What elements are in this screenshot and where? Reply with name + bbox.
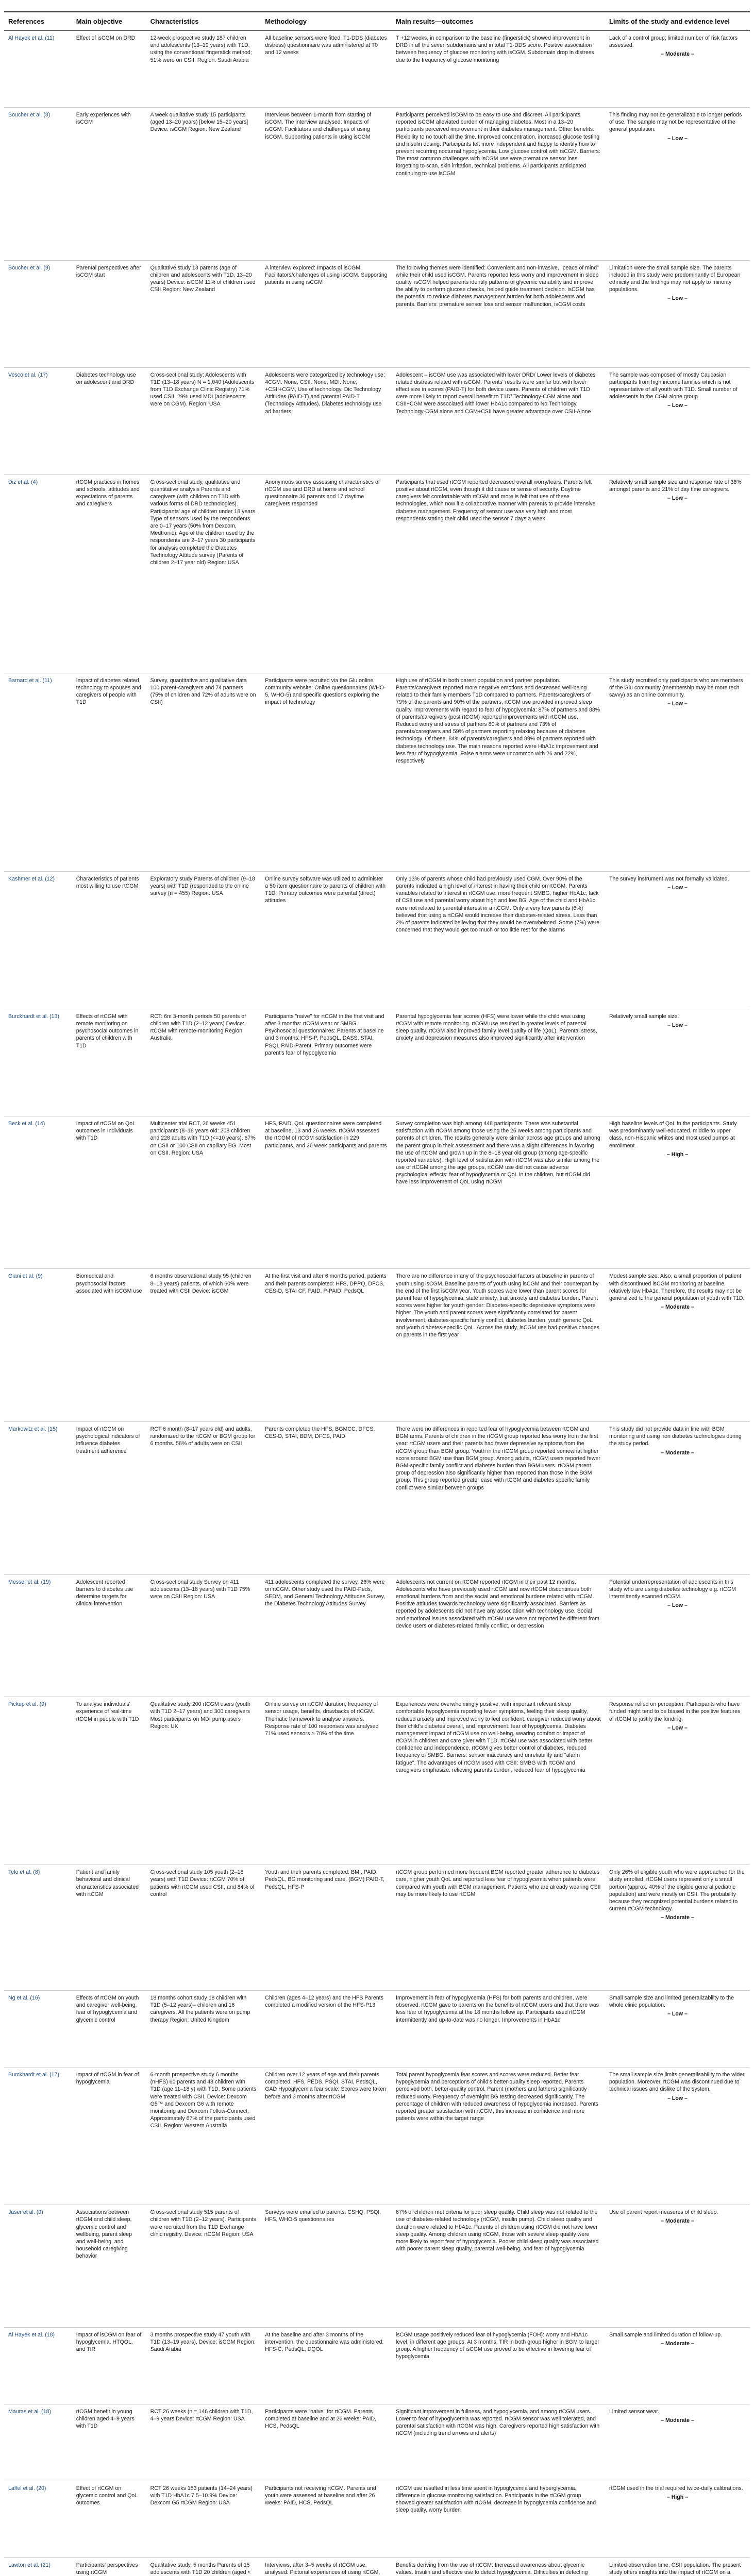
cell-reference bbox=[4, 260, 72, 367]
cell-methodology: Parents completed the HFS, BGMCC, DFCS, CES-D, STAI, BDM, DFCS, PAID bbox=[261, 1422, 392, 1575]
cell-reference bbox=[4, 1697, 72, 1865]
limits-text: Response relied on perception. Participants who have funded might tend to be biased in the positive features of rtCGM to justify the funding. bbox=[609, 1701, 741, 1722]
cell-reference bbox=[4, 2404, 72, 2481]
cell-limits bbox=[605, 1865, 750, 1991]
limits-text: Small sample and limited duration of follow-up. bbox=[609, 2331, 723, 2338]
cell-objective: Parental perspectives after isCGM start bbox=[72, 260, 146, 367]
cell-reference bbox=[4, 1990, 72, 2067]
cell-limits bbox=[605, 1574, 750, 1697]
cell-characteristics: Cross-sectional study Survey on 411 adolescents (13–18 years) with T1D 75% were on CSII Region: USA bbox=[146, 1574, 261, 1697]
cell-objective: Biomedical and psychosocial factors associated with isCGM use bbox=[72, 1269, 146, 1422]
reference-citation: Lawton et al. (21) bbox=[8, 2562, 51, 2569]
cell-characteristics: Multicenter trial RCT, 26 weeks 451 participants (8–18 years old: 208 children and 228 adults with T1D (<=10 years), 67% on CSII or 100 CSII on capillary BG. Most on CSII. Region: USA bbox=[146, 1116, 261, 1269]
reference-citation: Al Hayek et al. (18) bbox=[8, 2331, 55, 2338]
cell-results: There were no differences in reported fear of hypoglycemia between rtCGM and BGM arms. Parents of children in the rtCGM group reported less worry from the first year: rtCGM users and their parents had fewer depressive symptoms from the rtCGM group than BGM group. Youth in the rtCGM group reported somewhat higher score around BGM use than BGM group. Among adults, rtCGM users reported fewer BGM-specific family conflict and diabetes burden than BGM users. rtCGM parent group of depression also significantly higher than reported than those in the BGM group. This group reported greater ease with rtCGM and diabetes specific family conflict were similar between groups bbox=[392, 1422, 605, 1575]
limits-text: Limitation were the small sample size. The parents included in this study were predominantly of European ethnicity and the findings may not apply to minority populations. bbox=[609, 264, 741, 293]
cell-results: Parental hypoglycemia fear scores (HFS) were lower while the child was using rtCGM with remote monitoring. rtCGM use resulted in greater levels of parental sleep quality. rtCGM also improved family level quality of life (QoL). Parental stress, anxiety and depression measures also improved significantly after intervention bbox=[392, 1009, 605, 1116]
evidence-level: – Low – bbox=[667, 402, 688, 409]
cell-characteristics: Qualitative study 13 parents (age of children and adolescents with T1D, 13–20 years) Device: isCGM 11% of children used CSII Region: New Zealand bbox=[146, 260, 261, 367]
reference-citation: Pickup et al. (9) bbox=[8, 1701, 46, 1708]
table-row bbox=[4, 31, 750, 108]
reference-citation: Ng et al. (16) bbox=[8, 1994, 40, 2001]
evidence-level: – Low – bbox=[667, 1724, 688, 1731]
cell-reference bbox=[4, 871, 72, 1009]
cell-objective: Impact of rtCGM on QoL outcomes in Individuals with T1D bbox=[72, 1116, 146, 1269]
cell-methodology: All baseline sensors were fitted. T1-DDS (diabetes distress) questionnaire was administered at T0 and 12 weeks bbox=[261, 31, 392, 108]
limits-text: Small sample size and limited generalizability to the whole clinic population. bbox=[609, 1994, 734, 2009]
cell-limits bbox=[605, 1422, 750, 1575]
cell-objective: Diabetes technology use on adolescent and DRD bbox=[72, 367, 146, 474]
evidence-level: – Moderate – bbox=[661, 1304, 694, 1311]
cell-characteristics: RCT 6 month (8–17 years old) and adults, randomized to the rtCGM or BGM group for 6 months. 58% of adults were on CSII bbox=[146, 1422, 261, 1575]
evidence-table bbox=[4, 11, 750, 2576]
table-row bbox=[4, 367, 750, 474]
table-row bbox=[4, 108, 750, 261]
cell-methodology: A interview explored: Impacts of isCGM. Facilitators/challenges of using isCGM. Supporting patients in using isCGM bbox=[261, 260, 392, 367]
cell-methodology: Participants not receiving rtCGM. Parents and youth were assessed at baseline and after 26 weeks: PAID, HCS, PedsQL bbox=[261, 2481, 392, 2557]
reference-citation: Diz et al. (4) bbox=[8, 479, 38, 485]
cell-reference bbox=[4, 367, 72, 474]
cell-limits bbox=[605, 367, 750, 474]
reference-citation: Barnard et al. (11) bbox=[8, 677, 52, 684]
cell-characteristics: Qualitative study, 5 months Parents of 15 adolescents with T1D 20 children (aged < bbox=[146, 2558, 261, 2576]
cell-results: isCGM usage positively reduced fear of hypoglycemia (FOH): worry and HbA1c level, in different age groups. At 3 months, TIR in both group higher in BGM to larger group. A higher frequency of isCGM use proved to be effective in lowering fear of hypoglycemia bbox=[392, 2327, 605, 2404]
cell-limits bbox=[605, 1009, 750, 1116]
cell-characteristics: Survey, quantitative and qualitative data 100 parent-caregivers and 74 partners (75% of children and 72% of adults were on CSII) bbox=[146, 673, 261, 871]
cell-results: The following themes were identified: Convenient and non-invasive, "peace of mind" while their child used isCGM. Parents reported less worry and improvement in sleep quality. isCGM helped parents identify patterns of glycemic variability and improve the ability to perform glucose checks, helped guide treatment decision. isCGM has the potential to reduce diabetes management burden for both adolescents and parents. Barriers: premature sensor loss and sensor malfunction, isCGM costs bbox=[392, 260, 605, 367]
cell-limits bbox=[605, 108, 750, 261]
cell-limits bbox=[605, 2558, 750, 2576]
cell-characteristics: 18 months cohort study 18 children with T1D (5–12 years)– children and 16 caregivers. All the patients were on pump therapy Region: United Kingdom bbox=[146, 1990, 261, 2067]
cell-characteristics: RCT: 6m 3-month periods 50 parents of children with T1D (2–12 years) Device: rtCGM with remote-monitoring Region: Australia bbox=[146, 1009, 261, 1116]
evidence-level: – Low – bbox=[667, 701, 688, 707]
cell-limits bbox=[605, 2205, 750, 2328]
evidence-level: – Low – bbox=[667, 885, 688, 891]
cell-results: Improvement in fear of hypoglycemia (HFS) for both parents and children, were observed. rtCGM gave to parents on the benefits of rtCGM users and that there was less fear of hypoglycemia at the 18 months follow up. Participants used rtCGM intermittently and up-to-date was no longer. Improvements in HbA1c bbox=[392, 1990, 605, 2067]
cell-objective: Effect of rtCGM on glycemic control and QoL outcomes bbox=[72, 2481, 146, 2557]
cell-results: There are no difference in any of the psychosocial factors at baseline in parents of youth using isCGM. Baseline parents of youth using isCGM and their counterpart by the end of the first isCGM year. Youth scores were lower than parent scores for parent fear of hypoglycemia, state anxiety, trait anxiety and diabetes burden. Parent scores were higher for youth gender: Diabetes-specific depressive symptoms were higher. The youth and parent scores were significantly correlated for parent involvement, diabetes-specific family conflict, diabetes burden, youth generic QoL and youth diabetes-specific QoL. Across the study, isCGM use had positive changes on parents in the first year bbox=[392, 1269, 605, 1422]
cell-limits bbox=[605, 2327, 750, 2404]
limits-text: Limited sensor wear. bbox=[609, 2408, 660, 2415]
evidence-level: – Low – bbox=[667, 135, 688, 142]
cell-methodology: Anonymous survey assessing characteristics of rtCGM use and DRD at home and school questionnaire 36 parents and 17 daytime caregivers responded bbox=[261, 474, 392, 673]
cell-characteristics: A week qualitative study 15 participants (aged 13–20 years) [below 15–20 years] Device: isCGM Region: New Zealand bbox=[146, 108, 261, 261]
cell-limits bbox=[605, 1116, 750, 1269]
limits-text: The sample was composed of mostly Caucasian participants from high income families which is not representative of all youth with T1D. Small number of adolescents in the CGM alone group. bbox=[609, 371, 738, 400]
cell-reference bbox=[4, 1865, 72, 1991]
cell-results: Adolescent – isCGM use was associated with lower DRD/ Lower levels of diabetes related distress related with isCGM. Parents' results were similar but with lower effect size in scores (PAID-T) for both device users. Parents of children with T1D were more likely to report overall benefit to T1D/ Technology-CGM alone and CSII+CGM were associated with lower HbA1c compared to No Technology. Technology-CGM alone and CGM+CSII have greater advantage over CSII-Alone bbox=[392, 367, 605, 474]
cell-characteristics: 12-week prospective study 187 children and adolescents (13–19 years) with T1D, using the conventional fingerstick method; 51% were on CSII. Region: Saudi Arabia bbox=[146, 31, 261, 108]
cell-characteristics: Cross-sectional study 515 parents of children with T1D (2–12 years). Participants were recruited from the T1D Exchange clinic registry. Device: rtCGM Region: USA bbox=[146, 2205, 261, 2328]
cell-results: Participants perceived isCGM to be easy to use and discreet. All participants reported isCGM alleviated burden of managing diabetes. Most in a 13–20 participants perceived improvement in their diabetes management. Other benefits: Flexibility to no touch all the time. Improved concentration, increased glucose testing and insulin dosing. Participants felt more independent and happy to identify how to prevent recurring nocturnal hypoglycemia. Low glucose control with isCGM. Barriers: The most common challenges with isCGM use were premature sensor loss, forgetting to scan, skin irritation, technical problems. All participants anticipated continuing to use isCGM bbox=[392, 108, 605, 261]
cell-reference bbox=[4, 474, 72, 673]
cell-objective: Early experiences with isCGM bbox=[72, 108, 146, 261]
table-row bbox=[4, 1116, 750, 1269]
cell-methodology: 411 adolescents completed the survey, 26% were on rtCGM. Other study used the PAID-Peds, SEDM, and General Technology Attitudes Survey, the Diabetes Technology Attitudes Survey bbox=[261, 1574, 392, 1697]
limits-text: Potential underrepresentation of adolescents in this study who are using diabetes technology e.g. rtCGM intermittently scanned rtCGM. bbox=[609, 1579, 736, 1600]
table-row bbox=[4, 260, 750, 367]
table-row bbox=[4, 2205, 750, 2328]
header-row bbox=[4, 12, 750, 31]
header-main-results: Main results—outcomes bbox=[392, 12, 605, 31]
cell-methodology: Participants were recruited via the Glu online community website. Online questionnaires (WHO-5, WHO-5) and specific questions exploring the impact of technology bbox=[261, 673, 392, 871]
evidence-level: – Moderate – bbox=[661, 1449, 694, 1456]
cell-objective: To analyse individuals' experience of real-time rtCGM in people with T1D bbox=[72, 1697, 146, 1865]
cell-results: Only 13% of parents whose child had previously used CGM. Over 90% of the parents indicated a high level of interest in having their child on rtCGM. Parents variables related to interest in rtCGM use: more frequent SMBG, higher HbA1c, lack of CSII use and parental worry about high and low BG. Age of the child and HbA1c were not related to parental interest in a rtCGM. Only a very few parents (6%) believed that using a rtCGM would increase their diabetes-related stress. Less than 2% of parents indicated believing that they would be overwhelmed. Some (7%) were concerned that they would get too much or too little rest for the alarms bbox=[392, 871, 605, 1009]
cell-reference bbox=[4, 2327, 72, 2404]
cell-results: Significant improvement in fullness, and hypoglycemia, and among rtCGM users. Lower to fear of hypoglycemia was reported. rtCGM sensor was well tolerated, and parental satisfaction with rtCGM was high. Caregivers reported high satisfaction with rtCGM (including trend arrows and alerts) bbox=[392, 2404, 605, 2481]
cell-methodology: Interviews between 1-month from starting of isCGM. The interview analysed: Impacts of isCGM: Facilitators and challenges of using isCGM. Supporting patients in using isCGM bbox=[261, 108, 392, 261]
cell-limits bbox=[605, 1990, 750, 2067]
reference-citation: Markowitz et al. (15) bbox=[8, 1426, 58, 1433]
cell-reference bbox=[4, 31, 72, 108]
cell-limits bbox=[605, 1697, 750, 1865]
evidence-level: – High – bbox=[666, 1151, 689, 1158]
cell-objective: rtCGM practices in homes and schools, attitudes and expectations of parents and caregivers bbox=[72, 474, 146, 673]
reference-citation: Telo et al. (8) bbox=[8, 1869, 40, 1876]
evidence-level: – Low – bbox=[667, 495, 688, 502]
limits-text: Only 26% of eligible youth who were approached for the study enrolled. rtCGM users represent only a small portion (approx. 40% of the eligible general pediatric population) and were mostly on CSII. The probability because they recognized potential burdens related to current rtCGM technology. bbox=[609, 1869, 745, 1912]
cell-characteristics: RCT 26 weeks (n = 146 children with T1D, 4–9 years Device: rtCGM Region: USA bbox=[146, 2404, 261, 2481]
table-row bbox=[4, 474, 750, 673]
limits-text: Relatively small sample size and response rate of 38% amongst parents and 21% of day time caregivers. bbox=[609, 479, 742, 493]
cell-methodology: HFS, PAID, QoL questionnaires were completed at baseline, 13 and 26 weeks. rtCGM assessed the rtCGM of rtCGM satisfaction in 229 participants, and 26 week participants and parents bbox=[261, 1116, 392, 1269]
limits-text: The small sample size limits generalisability to the wider population. Moreover, rtCGM was discontinued due to technical issues and dislike of the system. bbox=[609, 2072, 745, 2093]
reference-citation: Boucher et al. (9) bbox=[8, 264, 51, 271]
cell-characteristics: 3 months prospective study 47 youth with T1D (13–19 years). Device: isCGM Region: Saudi Arabia bbox=[146, 2327, 261, 2404]
cell-results: rtCGM group performed more frequent BGM reported greater adherence to diabetes care, higher youth QoL and reported less fear of hypoglycemia when patients were compared with youth with BGM management. Patients who are already wearing CSII may be more likely to use rtCGM bbox=[392, 1865, 605, 1991]
cell-results: Experiences were overwhelmingly positive, with important relevant sleep comfortable hypoglycemia reporting fewer symptoms, feeling their sleep quality, reduced anxiety and improved worry to feel confident: caregiver reduced worry about their child's diabetes overall, and improvement: fear of hypoglycemia. Diabetes management impact of rtCGM use on well-being, wearing comfort or impact of rtCGM in children and care giver with T1D, rtCGM use was associated with better confidence and independence, rtCGM gives better control of diabetes, reduced frequency of SMBG. Barriers: sensor inaccuracy and unreliability and "alarm fatigue". The advantages of rtCGM used with CSII: SMBG with rtCGM and caregivers emphasize: relieving parents burden, reduced fear of hypoglycemia bbox=[392, 1697, 605, 1865]
cell-methodology: At the baseline and after 3 months of the intervention, the questionnaire was administered: HFS-C, PedsQL, DQOL bbox=[261, 2327, 392, 2404]
table-row bbox=[4, 1865, 750, 1991]
reference-citation: Giani et al. (9) bbox=[8, 1273, 43, 1280]
reference-citation: Mauras et al. (18) bbox=[8, 2408, 52, 2415]
limits-text: Lack of a control group; limited number of risk factors assessed. bbox=[609, 35, 738, 49]
table-row bbox=[4, 2404, 750, 2481]
cell-reference bbox=[4, 673, 72, 871]
cell-results: T +12 weeks, in comparison to the baseline (fingerstick) showed improvement in DRD in all the seven subdomains and in total T1-DDS score. Positive association between frequency of glucose monitoring with isCGM. Subdomain drop in distress due to the frequency of glucose monitoring bbox=[392, 31, 605, 108]
cell-objective: Effects of rtCGM with remote monitoring on psychosocial outcomes in parents of children with T1D bbox=[72, 1009, 146, 1116]
cell-limits bbox=[605, 1269, 750, 1422]
table-row bbox=[4, 1009, 750, 1116]
cell-objective: Effect of isCGM on DRD bbox=[72, 31, 146, 108]
cell-limits bbox=[605, 2067, 750, 2205]
table-row bbox=[4, 1990, 750, 2067]
evidence-level: – Low – bbox=[667, 2011, 688, 2018]
table-row bbox=[4, 2067, 750, 2205]
header-methodology: Methodology bbox=[261, 12, 392, 31]
table-row bbox=[4, 2327, 750, 2404]
cell-results: High use of rtCGM in both parent population and partner population. Parents/caregivers reported more negative emotions and decreased well-being related to their family members T1D compared to partners. Parents/caregivers of 79% of the parents and 90% of the partners, rtCGM use provided improved sleep quality. Improvements with regard to fear of hypoglycemia: 87% of partners and 88% of parents/caregivers (post rtCGM) reported improvements with rtCGM use. Reduced worry and stress of partners 80% of partners and 73% of parents/caregivers and 59% of partners reporting relaxing because of diabetes technology. Of these, 84% of parents/caregivers and 89% of partners reported with diabetes technology use. The main reasons reported were HbA1c improvement and less fear of hypoglycemia. False alarms were uncommon with 26 and 22%, respectively bbox=[392, 673, 605, 871]
reference-citation: Beck et al. (14) bbox=[8, 1120, 45, 1127]
evidence-level: – Low – bbox=[667, 295, 688, 302]
reference-citation: Kashmer et al. (12) bbox=[8, 875, 55, 882]
cell-characteristics: Cross-sectional study: Adolescents with T1D (13–18 years) N = 1,040 (Adolescents from T1D Exchange Clinic Registry) 71% used CSII, 29% used MDI (adolescents were on CGM). Region: USA bbox=[146, 367, 261, 474]
cell-results: Total parent hypoglycemia fear scores and scores were reduced. Better fear hypoglycemia and perceptions of child's better-quality sleep reported. Parents perceived both, better-quality control. Parent (mothers and fathers) significantly reduced worry. Frequency of overnight BG testing decreased significantly. The percentage of children with reduced awareness of hypoglycemia increased. Parents reported greater satisfaction with rtCGM, this increase in confidence and more patients were within the target range bbox=[392, 2067, 605, 2205]
cell-objective: Impact of diabetes related technology to spouses and caregivers of people with T1D bbox=[72, 673, 146, 871]
cell-reference bbox=[4, 2067, 72, 2205]
table-row bbox=[4, 1574, 750, 1697]
evidence-level: – Moderate – bbox=[661, 2340, 694, 2347]
cell-objective: Characteristics of patients most willing to use rtCGM bbox=[72, 871, 146, 1009]
cell-methodology: Adolescents were categorized by technology use: 4CGM: None, CSII: None, MDI: None, +CSII+CGM, Use of technology. Dic Technology Attitudes (PAID-T) and parental PAID-T (Technology Attitudes), Diabetes technology use ad barriers bbox=[261, 367, 392, 474]
table-header bbox=[4, 12, 750, 31]
cell-reference bbox=[4, 1574, 72, 1697]
cell-methodology: Participants were "naive" for rtCGM. Parents completed at baseline and at 26 weeks: PAID, HCS, PedsQL bbox=[261, 2404, 392, 2481]
cell-methodology: Youth and their parents completed: BMI, PAID, PedsQL, BG monitoring and care. (BGM) PAID-T, PedsQL, HFS-P bbox=[261, 1865, 392, 1991]
cell-reference bbox=[4, 2205, 72, 2328]
limits-text: This study did not provide data in line with BGM monitoring and using non diabetes technologies during the study period. bbox=[609, 1426, 742, 1447]
limits-text: High baseline levels of QoL in the participants. Study was predominantly well-educated, middle to upper class, non-Hispanic whites and most used pumps at enrollment. bbox=[609, 1120, 737, 1149]
cell-limits bbox=[605, 2481, 750, 2557]
cell-methodology: Online survey on rtCGM duration, frequency of sensor usage, benefits, drawbacks of rtCGM. Thematic framework to analyse answers. Response rate of 100 responses was analysed 71% used sensors ≥ 70% of the time bbox=[261, 1697, 392, 1865]
cell-reference bbox=[4, 108, 72, 261]
cell-characteristics: Qualitative study 200 rtCGM users (youth with T1D 2–17 years) and 300 caregivers Most participants on MDI pump users Region: UK bbox=[146, 1697, 261, 1865]
limits-text: The survey instrument was not formally validated. bbox=[609, 875, 729, 882]
cell-limits bbox=[605, 2404, 750, 2481]
evidence-level: – Low – bbox=[667, 1602, 688, 1609]
cell-objective: Effects of rtCGM on youth and caregiver well-being, fear of hypoglycemia and glycemic control bbox=[72, 1990, 146, 2067]
reference-citation: Vesco et al. (17) bbox=[8, 371, 48, 378]
evidence-level: – Moderate – bbox=[661, 2417, 694, 2424]
cell-methodology: Children (ages 4–12 years) and the HFS Parents completed a modified version of the HFS-P13 bbox=[261, 1990, 392, 2067]
header-characteristics: Characteristics bbox=[146, 12, 261, 31]
table-row bbox=[4, 871, 750, 1009]
cell-characteristics: Cross-sectional study, qualitative and quantitative analysis Parents and caregivers (with children on T1D with various forms of DRD technologies). Participants' age of children under 18 years. Type of sensors used by the respondents are 0–17 years (50% from Dexcom, Medtronic). Age of the children used by the respondents are 2–17 years 30 participants for analysis completed the Diabetes Technology Attitude survey (Parents of children 2–17 year old) Region: USA bbox=[146, 474, 261, 673]
evidence-level: – Low – bbox=[667, 1022, 688, 1029]
cell-objective: Impact of rtCGM in fear of hypoglycemia bbox=[72, 2067, 146, 2205]
evidence-level: – Moderate – bbox=[661, 1914, 694, 1921]
reference-citation: Laffel et al. (20) bbox=[8, 2485, 46, 2492]
cell-methodology: Interviews, after 3–5 weeks of rtCGM use, analysed: Pictorial experiences of using rtCGM, bbox=[261, 2558, 392, 2576]
table-row bbox=[4, 2481, 750, 2557]
cell-reference bbox=[4, 1269, 72, 1422]
table-row bbox=[4, 1697, 750, 1865]
reference-citation: Boucher et al. (8) bbox=[8, 112, 51, 118]
cell-reference bbox=[4, 2558, 72, 2576]
evidence-level: – Moderate – bbox=[661, 2218, 694, 2225]
reference-citation: Messer et al. (19) bbox=[8, 1579, 51, 1585]
cell-objective: Associations between rtCGM and child sleep, glycemic control and wellbeing, parent sleep and well-being, and household caregiving behavior bbox=[72, 2205, 146, 2328]
cell-reference bbox=[4, 1009, 72, 1116]
cell-methodology: Participants "naive" for rtCGM in the first visit and after 3 months: rtCGM wear or SMBG. Psychosocial questionnaires: Parents at baseline and 3 months: HFS-P, PedsQL, DASS, STAI, PSQI, PAID-Parent. Primary outcomes were parent's fear of hypoglycemia bbox=[261, 1009, 392, 1116]
limits-text: This study recruited only participants who are members of the Glu community (membership may be more tech savvy) as an online community. bbox=[609, 677, 743, 699]
reference-citation: Al Hayek et al. (11) bbox=[8, 35, 55, 41]
cell-objective: Impact of isCGM on fear of hypoglycemia, HTQOL, and TIR bbox=[72, 2327, 146, 2404]
cell-characteristics: Cross-sectional study 105 youth (2–18 years) with T1D Device: rtCGM 70% of patients with rtCGM used CSII, and 84% of control bbox=[146, 1865, 261, 1991]
cell-methodology: Online survey software was utilized to administer a 50 item questionnaire to parents of children with T1D, Primary outcomes were parental (direct) attitudes bbox=[261, 871, 392, 1009]
evidence-level: – Moderate – bbox=[661, 51, 694, 58]
cell-limits bbox=[605, 871, 750, 1009]
header-limits: Limits of the study and evidence level bbox=[605, 12, 750, 31]
table-body bbox=[4, 31, 750, 2576]
cell-results: 67% of children met criteria for poor sleep quality. Child sleep was not related to the use of diabetes-related technology (rtCGM, insulin pump). Child sleep quality and duration were related to HbA1c. Parents of children using rtCGM did not have lower sleep quality. Among children using rtCGM, those with severe sleep quality were more likely to report fear of hypoglycemia. Poorer child sleep quality was associated with poorer parent sleep quality, parental well-being, and fear of hypoglycemia bbox=[392, 2205, 605, 2328]
cell-results: Survey completion was high among 448 participants. There was substantial satisfaction with rtCGM among those using the 26 weeks among participants and parents of children. The results generally were similar across age groups and among the parent group in their assessment and there was a slight differences in favoring the use of rtCGM and grown up in the 8–18 year old group (among age-specific reported variables). High level of satisfaction with rtCGM was also similar among the use of rtCGM among the age groups, rtCGM use did not cause adverse psychological effects: fear of hypoglycemia or QoL in the children, but rtCGM did have less improvement of QoL using rtCGM bbox=[392, 1116, 605, 1269]
table-row bbox=[4, 1422, 750, 1575]
evidence-level: – High – bbox=[666, 2494, 689, 2501]
cell-characteristics: RCT 26 weeks 153 patients (14–24 years) with T1D HbA1c 7.5–10.9% Device: Dexcom G5 rtCGM Region: USA bbox=[146, 2481, 261, 2557]
reference-citation: Burckhardt et al. (13) bbox=[8, 1013, 59, 1020]
cell-objective: rtCGM benefit in young children aged 4–9 years with T1D bbox=[72, 2404, 146, 2481]
table-row bbox=[4, 1269, 750, 1422]
cell-results: Benefits deriving from the use of rtCGM: Increased awareness about glycemic values. Insulin and effective use to detect hypoglycemia. Difficulties in detecting bbox=[392, 2558, 605, 2576]
cell-limits bbox=[605, 673, 750, 871]
cell-results: rtCGM use resulted in less time spent in hypoglycemia and hyperglycemia, difference in glucose monitoring satisfaction. Participants in the rtCGM group showed greater satisfaction with rtCGM, decrease in hypoglycemia confidence and sleep quality, worry burden bbox=[392, 2481, 605, 2557]
table-row bbox=[4, 673, 750, 871]
reference-citation: Jaser et al. (9) bbox=[8, 2209, 43, 2216]
limits-text: rtCGM used in the trial required twice-daily calibrations. bbox=[609, 2485, 743, 2492]
table-row bbox=[4, 2558, 750, 2576]
header-references: References bbox=[4, 12, 72, 31]
limits-text: Use of parent report measures of child sleep. bbox=[609, 2209, 718, 2216]
cell-results: Adolescents not current on rtCGM reported rtCGM in their past 12 months. Adolescents who have previously used rtCGM and now rtCGM discontinues both emotional burdens from and the social and emotional burdens related with rtCGM. Positive attitudes towards technology were significantly associated. Barriers as reported by adolescents did not have any association with technology use. Social and emotional issues associated with rtCGM use were not reported be different from device users or diabetes-related family conflict, or depression bbox=[392, 1574, 605, 1697]
cell-objective: Adolescent reported barriers to diabetes use determine targets for clinical intervention bbox=[72, 1574, 146, 1697]
cell-results: Participants that used rtCGM reported decreased overall worry/fears. Parents felt positive about rtCGM, even though it did cause or sense of security. Daytime caregivers felt comfortable with rtCGM and more is felt that use of these technologies, which now it a collaborative manner with parents to provide intensive diabetes management. Frequency of sensor use was very high and most respondents stating their child used the sensor 7 days a week bbox=[392, 474, 605, 673]
cell-objective: Patient and family behavioral and clinical characteristics associated with rtCGM bbox=[72, 1865, 146, 1991]
cell-reference bbox=[4, 1116, 72, 1269]
cell-objective: Impact of rtCGM on psychological indicators of influence diabetes treatment adherence bbox=[72, 1422, 146, 1575]
limits-text: Relatively small sample size. bbox=[609, 1013, 679, 1020]
limits-text: This finding may not be generalizable to longer periods of use. The sample may not be representative of the general population. bbox=[609, 112, 742, 133]
cell-methodology: Children over 12 years of age and their parents completed: HFS, PEDS, PSQI, STAI, PedsQL, GAD Hypoglycemia fear scale: Scores were taken before and 3 months after rtCGM bbox=[261, 2067, 392, 2205]
cell-reference bbox=[4, 2481, 72, 2557]
cell-limits bbox=[605, 474, 750, 673]
cell-limits bbox=[605, 260, 750, 367]
evidence-level: – Low – bbox=[667, 2095, 688, 2102]
cell-objective: Participants' perspectives using rtCGM bbox=[72, 2558, 146, 2576]
limits-text: Limited observation time, CSII population. The present study offers insights into the impact of rtCGM on a bbox=[609, 2562, 741, 2576]
cell-characteristics: 6-month prospective study 6 months (nHFS) 60 parents and 48 children with T1D (age 11–18 y) with T1D. Some patients were treated with CSII. Device: Dexcom G5™ and Dexcom G6 with remote monitoring and Dexcom Follow-Connect. Approximately 67% of the participants used CSII. Region: Western Australia bbox=[146, 2067, 261, 2205]
reference-citation: Burckhardt et al. (17) bbox=[8, 2072, 59, 2078]
limits-text: Modest sample size. Also, a small proportion of patient with discontinued isCGM monitoring at baseline, relatively low HbA1c. Therefore, the results may not be generalized to the general population of youth with T1D. bbox=[609, 1273, 745, 1302]
header-main-objective: Main objective bbox=[72, 12, 146, 31]
cell-characteristics: 6 months observational study 95 (children 8–18 years) patients, of which 60% were treated with CSII Device: isCGM bbox=[146, 1269, 261, 1422]
cell-reference bbox=[4, 1422, 72, 1575]
cell-characteristics: Exploratory study Parents of children (9–18 years) with T1D (responded to the online survey (n = 455) Region: USA bbox=[146, 871, 261, 1009]
cell-limits bbox=[605, 31, 750, 108]
cell-methodology: At the first visit and after 6 months period, patients and their parents completed: HFS, DPPQ, DFCS, CES-D, STAI CF, PAID, P-PAID, PedsQL bbox=[261, 1269, 392, 1422]
cell-methodology: Surveys were emailed to parents: CSHQ, PSQI, HFS, WHO-5 questionnaires bbox=[261, 2205, 392, 2328]
